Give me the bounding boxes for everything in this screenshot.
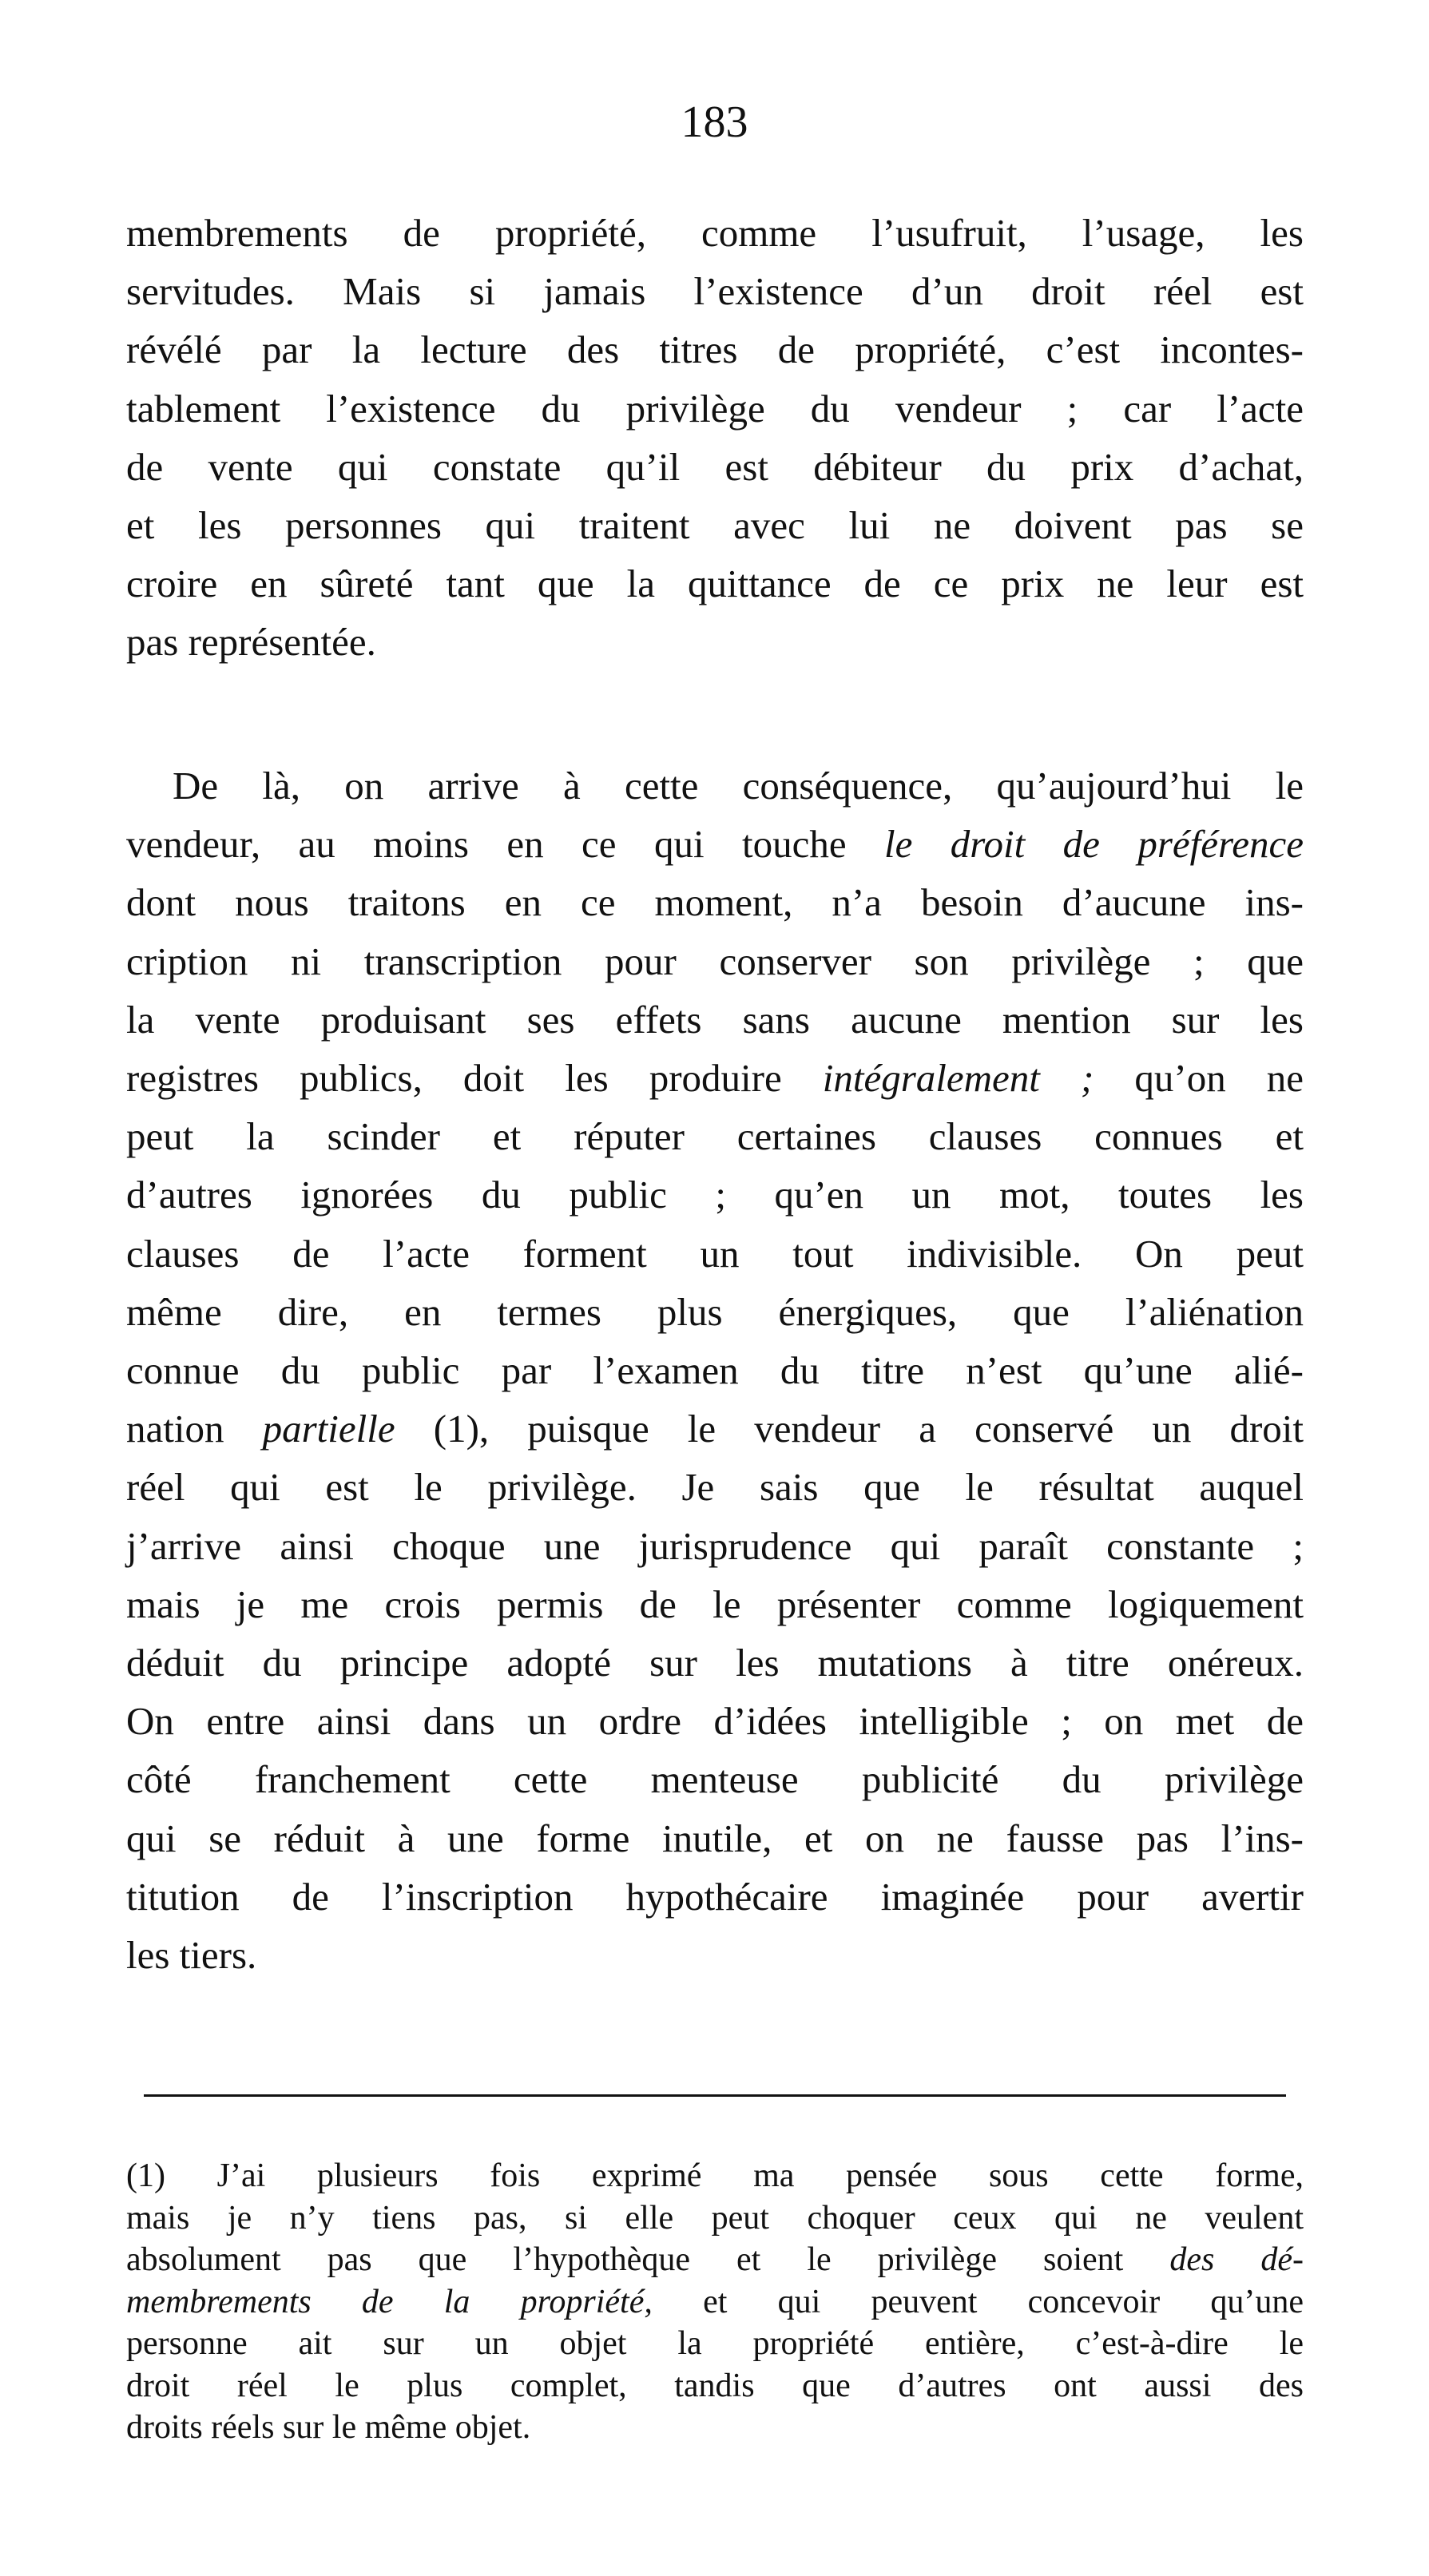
text-line: mais je me crois permis de le présenter comme logiquement (126, 1582, 1304, 1626)
text-line: cription ni transcription pour conserver son privilège ; que (126, 939, 1304, 983)
text-segment: nation (126, 1407, 263, 1451)
text-line (126, 1399, 1304, 1458)
italic-phrase: le droit de préférence (884, 822, 1304, 867)
italic-phrase: intégralement ; (822, 1056, 1094, 1101)
text-line: croire en sûreté tant que la quittance de ce prix ne leur est (126, 562, 1304, 606)
footnote-line: droits réels sur le même objet. (126, 2409, 531, 2446)
text-line: j’arrive ainsi choque une jurisprudence qui paraît constante ; (126, 1523, 1304, 1568)
footnote-line: personne ait sur un objet la propriété entière, c’est-à-dire le (126, 2325, 1304, 2362)
footnote-line (126, 2281, 1304, 2324)
text-line: déduit du principe adopté sur les mutations à titre onéreux. (126, 1641, 1304, 1685)
text-line: et les personnes qui traitent avec lui ne doivent pas se (126, 503, 1304, 548)
text-segment: qu’on ne (1094, 1056, 1304, 1101)
text-line: servitudes. Mais si jamais l’existence d’un droit réel est (126, 269, 1304, 314)
italic-phrase: membrements de la propriété, (126, 2283, 653, 2320)
text-segment: vendeur, au moins en ce qui touche (126, 822, 884, 867)
text-line: d’autres ignorées du public ; qu’en un mot, toutes les (126, 1173, 1304, 1217)
text-line: les tiers. (126, 1933, 257, 1978)
text-line: tablement l’existence du privilège du vendeur ; car l’acte (126, 386, 1304, 431)
footnote (126, 2155, 1304, 2449)
text-line: réel qui est le privilège. Je sais que le résultat auquel (126, 1465, 1304, 1510)
footnote-divider (144, 2094, 1286, 2097)
text-line: connue du public par l’examen du titre n’est qu’une alié- (126, 1348, 1304, 1393)
text-line: révélé par la lecture des titres de propriété, c’est incontes- (126, 327, 1304, 372)
paragraph-continuation (126, 204, 1304, 672)
text-segment: absolument pas que l’hypothèque et le privilège soient (126, 2241, 1170, 2278)
paragraph-main (126, 756, 1304, 1984)
footnote-line: droit réel le plus complet, tandis que d’autres ont aussi des (126, 2367, 1304, 2404)
page-number: 183 (681, 97, 748, 147)
text-line: qui se réduit à une forme inutile, et on ne fausse pas l’ins- (126, 1816, 1304, 1860)
italic-phrase: partielle (262, 1407, 395, 1451)
text-segment: et qui peuvent concevoir qu’une (652, 2283, 1304, 2320)
text-line: côté franchement cette menteuse publicité du privilège (126, 1757, 1304, 1802)
text-segment: registres publics, doit les produire (126, 1056, 823, 1101)
text-segment: (1), puisque le vendeur a conservé un droit (395, 1407, 1304, 1451)
text-line: de vente qui constate qu’il est débiteur du prix d’achat, (126, 444, 1304, 489)
text-line: pas représentée. (126, 620, 376, 665)
text-line: même dire, en termes plus énergiques, que l’aliénation (126, 1289, 1304, 1334)
text-line: On entre ainsi dans un ordre d’idées intelligible ; on met de (126, 1699, 1304, 1744)
footnote-line: (1) J’ai plusieurs fois exprimé ma pensée sous cette forme, (126, 2157, 1304, 2194)
text-line (126, 815, 1304, 873)
text-line: clauses de l’acte forment un tout indivisible. On peut (126, 1231, 1304, 1276)
text-line: dont nous traitons en ce moment, n’a besoin d’aucune ins- (126, 880, 1304, 925)
text-line: titution de l’inscription hypothécaire imaginée pour avertir (126, 1874, 1304, 1919)
text-line: peut la scinder et réputer certaines clauses connues et (126, 1114, 1304, 1159)
footnote-line: mais je n’y tiens pas, si elle peut choquer ceux qui ne veulent (126, 2199, 1304, 2237)
footnote-line (126, 2239, 1304, 2281)
text-line: membrements de propriété, comme l’usufruit, l’usage, les (126, 211, 1304, 255)
italic-phrase: des dé- (1169, 2241, 1304, 2278)
text-line: De là, on arrive à cette conséquence, qu’aujourd’hui le (173, 764, 1304, 808)
text-line: la vente produisant ses effets sans aucune mention sur les (126, 997, 1304, 1042)
text-line (126, 1049, 1304, 1107)
